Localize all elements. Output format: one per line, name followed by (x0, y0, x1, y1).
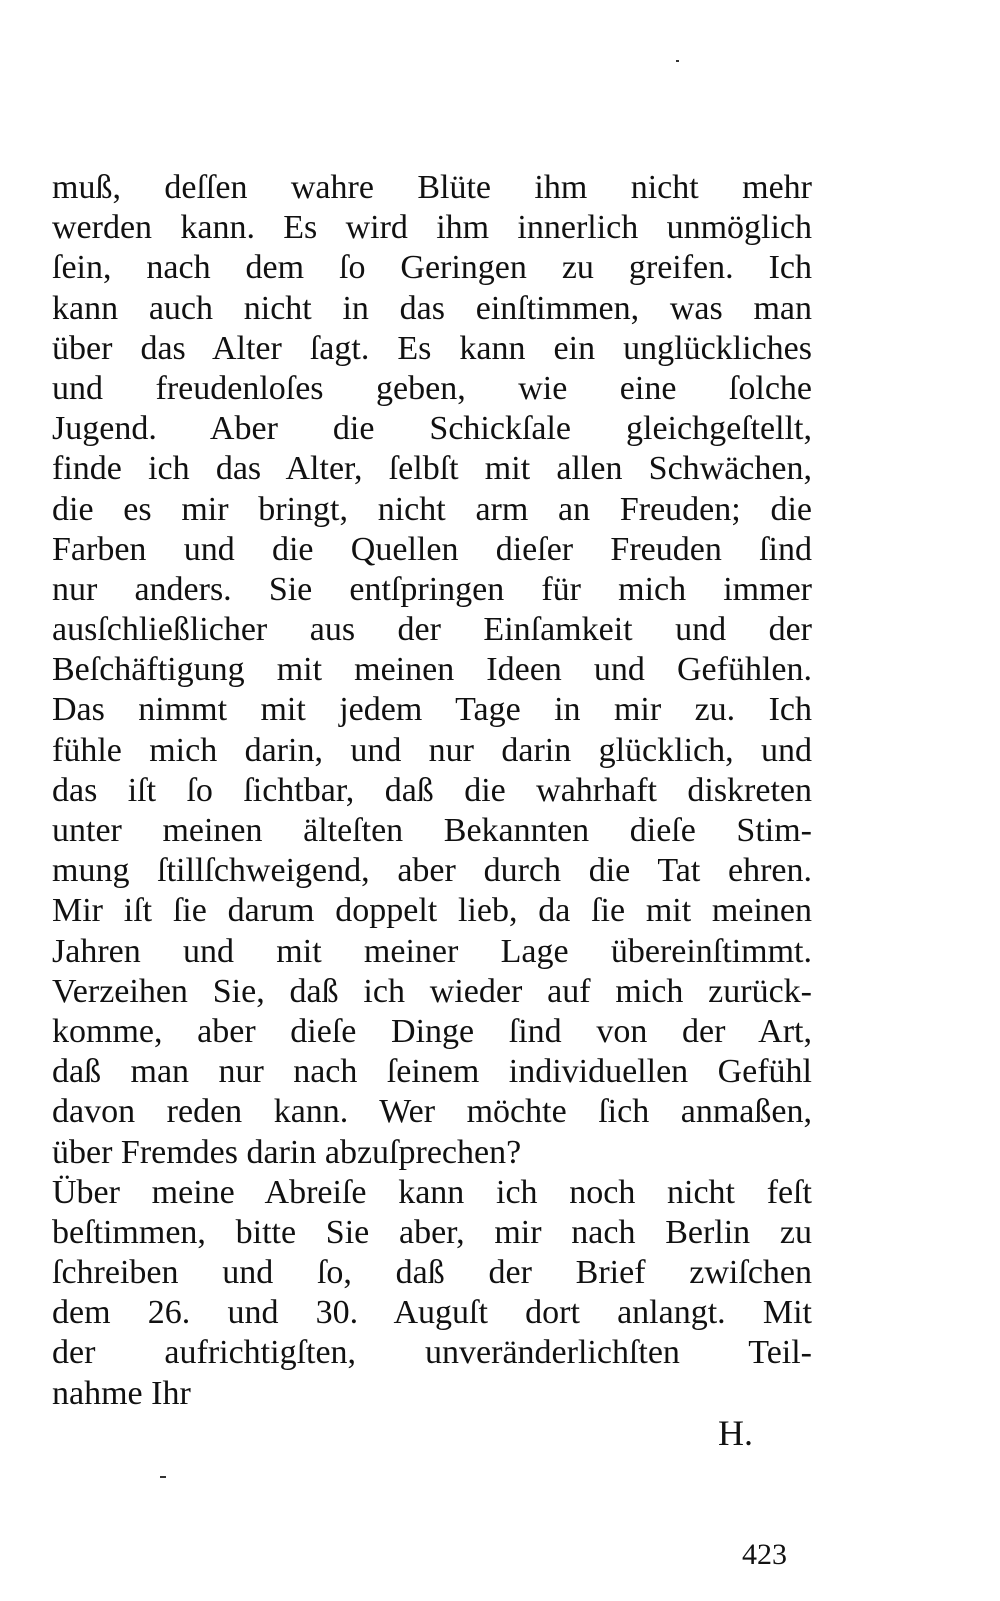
text-line: ſein, nach dem ſo Geringen zu greifen. Ich (52, 249, 812, 287)
text-line: beſtimmen, bitte Sie aber, mir nach Berlin zu (52, 1213, 812, 1251)
text-line: die es mir bringt, nicht arm an Freuden; die (52, 490, 812, 528)
text-line: nahme Ihr (52, 1374, 191, 1412)
text-line: ausſchließlicher aus der Einſamkeit und der (52, 611, 812, 649)
text-line: kann auch nicht in das einſtimmen, was man (52, 289, 812, 327)
print-speck (160, 1476, 166, 1478)
text-line: muß, deſſen wahre Blüte ihm nicht mehr (52, 169, 812, 206)
text-line: Mir iſt ſie darum doppelt lieb, da ſie mit meinen (52, 892, 812, 930)
text-line: der aufrichtigſten, unveränderlichſten Teil- (52, 1334, 812, 1372)
text-line: Über meine Abreiſe kann ich noch nicht feſt (52, 1173, 812, 1211)
text-line: Beſchäftigung mit meinen Ideen und Gefühlen. (52, 651, 812, 689)
text-line: Jugend. Aber die Schickſale gleichgeſtellt, (52, 410, 812, 448)
text-line: davon reden kann. Wer möchte ſich anmaßen, (52, 1093, 812, 1131)
signature: H. (718, 1413, 753, 1453)
text-line: und freudenloſes geben, wie eine ſolche (52, 369, 812, 407)
text-line: fühle mich darin, und nur darin glücklich, und (52, 731, 812, 769)
text-line: finde ich das Alter, ſelbſt mit allen Schwächen, (52, 450, 812, 488)
text-line: komme, aber dieſe Dinge ſind von der Art, (52, 1012, 812, 1050)
page-number: 423 (742, 1538, 787, 1571)
text-line: über Fremdes darin abzuſprechen? (52, 1133, 522, 1171)
letter-body (52, 168, 812, 1414)
text-line: das iſt ſo ſichtbar, daß die wahrhaft diskreten (52, 771, 812, 809)
text-line: Das nimmt mit jedem Tage in mir zu. Ich (52, 691, 812, 729)
text-line: werden kann. Es wird ihm innerlich unmöglich (52, 209, 812, 247)
text-line: dem 26. und 30. Auguſt dort anlangt. Mit (52, 1294, 812, 1332)
text-line: über das Alter ſagt. Es kann ein unglückliches (52, 329, 812, 367)
text-line: daß man nur nach ſeinem individuellen Gefühl (52, 1053, 812, 1091)
text-line: unter meinen älteſten Bekannten dieſe Stim- (52, 812, 812, 849)
text-line: Verzeihen Sie, daß ich wieder auf mich zurück- (52, 972, 812, 1010)
text-line: mung ſtillſchweigend, aber durch die Tat ehren. (52, 852, 812, 890)
text-line: nur anders. Sie entſpringen für mich immer (52, 570, 812, 608)
text-line: Farben und die Quellen dieſer Freuden ſind (52, 530, 812, 568)
text-line: ſchreiben und ſo, daß der Brief zwiſchen (52, 1254, 812, 1292)
text-line: Jahren und mit meiner Lage übereinſtimmt. (52, 932, 812, 970)
print-speck (676, 60, 679, 62)
